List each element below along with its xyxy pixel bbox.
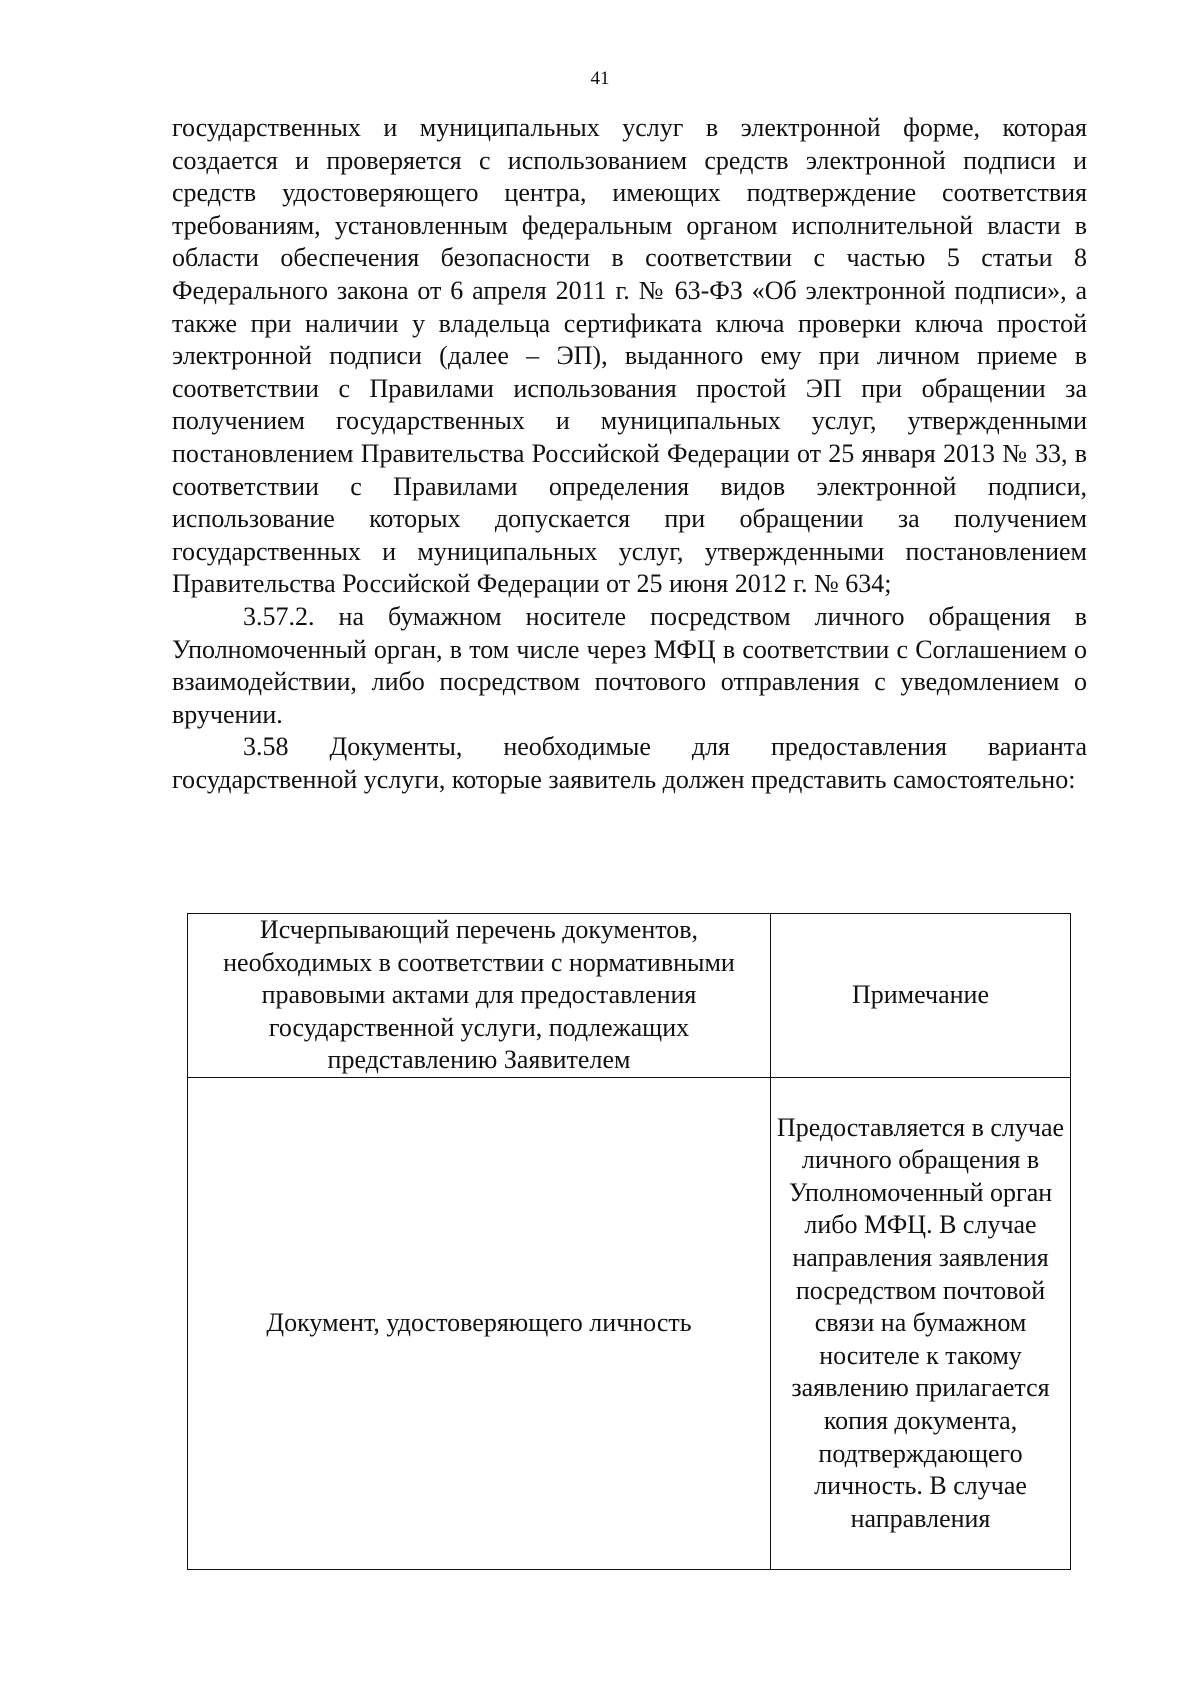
table-row — [188, 1077, 1071, 1569]
header-note — [771, 914, 1071, 1078]
body-text — [172, 112, 1087, 796]
header-documents-list-text: Исчерпывающий перечень документов, необходимых в соответствии с нормативными правовыми актами для предоставления государственной услуги, подлежащих представлению Заявителем — [223, 915, 735, 1075]
row-document-text: Документ, удостоверяющего личность — [266, 1308, 692, 1338]
row-note-text: Предоставляется в случае личного обращения в Уполномоченный орган либо МФЦ. В случае направления заявления посредством почтовой связи на бумажном носителе к такому заявлению прилагается копия документа, подтверждающего личность. В случае направления — [776, 1112, 1065, 1533]
documents-table — [187, 913, 1071, 1570]
page-number: 41 — [590, 68, 610, 89]
row-note-cell — [771, 1077, 1071, 1569]
header-note-text: Примечание — [851, 980, 990, 1010]
paragraph-3-58: 3.58 Документы, необходимые для предоставления варианта государственной услуги, которые заявитель должен представить самостоятельно: — [172, 732, 1087, 794]
table-header-row — [188, 914, 1071, 1078]
row-document-cell — [188, 1077, 771, 1569]
paragraph-electronic-form: государственных и муниципальных услуг в электронной форме, которая создается и проверяется с использованием средств электронной подписи и средств удостоверяющего центра, имеющих подтверждение соответствия требованиям, установленным федеральным органом исполнительной власти в области обеспечения безопасности в соответствии с частью 5 статьи 8 Федерального закона от 6 апреля 2011 г. № 63-ФЗ «Об электронной подписи», а также при наличии у владельца сертификата ключа проверки ключа простой электронной подписи (далее – ЭП), выданного ему при личном приеме в соответствии с Правилами использования простой ЭП при обращении за получением государственных и муниципальных услуг, утвержденными постановлением Правительства Российской Федерации от 25 января 2013 № 33, в соответствии с Правилами определения видов электронной подписи, использование которых допускается при обращении за получением государственных и муниципальных услуг, утвержденными постановлением Правительства Российской Федерации от 25 июня 2012 г. № 634; — [172, 113, 1087, 599]
paragraph-3-57-2: 3.57.2. на бумажном носителе посредством личного обращения в Уполномоченный орган, в том числе через МФЦ в соответствии с Соглашением о взаимодействии, либо посредством почтового отправления с уведомлением о вручении. — [172, 601, 1087, 729]
header-documents-list — [188, 914, 771, 1078]
